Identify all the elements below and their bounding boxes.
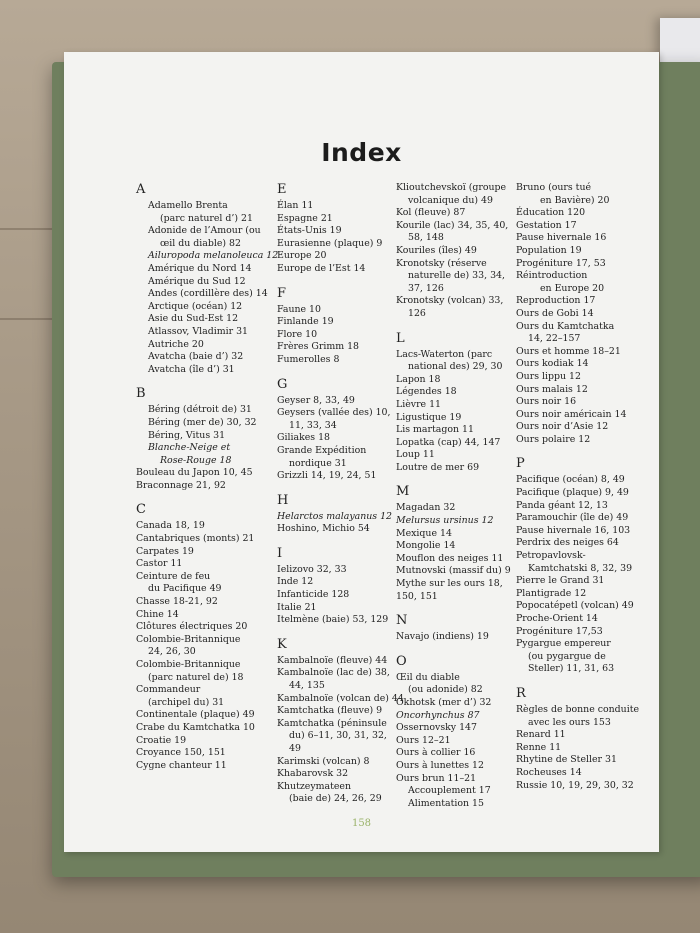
index-entry: 37, 126 [408, 282, 444, 294]
index-entry: Kambalnoïe (fleuve) 44 [277, 654, 388, 666]
index-entry: Pause hivernale 16, 103 [516, 524, 631, 536]
index-entry: Canada 18, 19 [136, 520, 205, 532]
index-entry: Kambalnoïe (lac de) 38, [277, 667, 390, 679]
section-letter: G [277, 376, 288, 392]
index-entry: Ours à collier 16 [396, 747, 476, 759]
index-entry: Navajo (indiens) 19 [396, 631, 489, 643]
index-entry: Andes (cordillère des) 14 [148, 288, 268, 300]
index-column-3 [396, 182, 511, 810]
section-letter: B [136, 386, 146, 402]
index-entry: Grande Expédition [277, 444, 367, 456]
index-entry: Infanticide 128 [277, 589, 350, 601]
index-entry: Clôtures électriques 20 [136, 621, 248, 633]
index-entry: Ours et homme 18–21 [516, 345, 621, 357]
index-entry: Kourile (lac) 34, 35, 40, [396, 219, 509, 231]
index-entry: Arctique (océan) 12 [148, 300, 243, 312]
index-entry: Lapon 18 [396, 373, 441, 385]
index-entry: Panda géant 12, 13 [516, 499, 608, 511]
index-entry: Europe 20 [277, 250, 327, 262]
index-entry: (archipel du) 31 [148, 696, 225, 708]
index-entry: Petropavlovsk- [516, 550, 586, 562]
index-entry: Chasse 18-21, 92 [136, 596, 218, 608]
index-entry: Hoshino, Michio 54 [277, 523, 370, 535]
index-entry: Mouflon des neiges 11 [396, 552, 504, 564]
index-entry: Mongolie 14 [396, 540, 456, 552]
index-entry: Espagne 21 [277, 212, 333, 224]
index-column-2 [277, 182, 404, 806]
index-entry: Oncorhynchus 87 [396, 709, 480, 721]
index-entry: Rocheuses 14 [516, 766, 582, 778]
index-entry: Ielizovo 32, 33 [277, 563, 347, 575]
index-entry: Blanche-Neige et [148, 442, 231, 454]
index-entry: Kamtchatski 8, 32, 39 [528, 562, 633, 574]
index-entry: Pacifique (océan) 8, 49 [516, 474, 625, 486]
index-entry: Magadan 32 [396, 502, 456, 514]
index-entry: Ailuropoda melanoleuca 12 [148, 250, 279, 262]
index-entry: volcanique du) 49 [408, 194, 493, 206]
index-entry: Amérique du Nord 14 [148, 262, 252, 274]
index-entry: Bruno (ours tué [516, 182, 592, 193]
index-entry: 44, 135 [289, 680, 325, 692]
index-entry: Ours noir 16 [516, 396, 577, 408]
index-entry: 11, 33, 34 [289, 419, 337, 431]
index-entry: Béring (mer de) 30, 32 [148, 416, 257, 428]
section-letter: F [277, 285, 287, 301]
index-entry: Kambalnoïe (volcan de) 44 [277, 692, 404, 704]
index-entry: Paramouchir (île de) 49 [516, 512, 629, 524]
index-page [64, 52, 659, 852]
index-column-4 [516, 182, 639, 792]
index-entry: Ours lippu 12 [516, 370, 581, 382]
section-letter: O [396, 653, 407, 669]
index-entry: Lopatka (cap) 44, 147 [396, 436, 501, 448]
index-entry: Ossernovsky 147 [396, 722, 477, 734]
index-entry: du Pacifique 49 [148, 583, 222, 595]
index-entry: Ligustique 19 [396, 411, 462, 423]
section-letter: L [396, 330, 405, 346]
index-entry: Croatie 19 [136, 734, 187, 746]
index-entry: Steller) 11, 31, 63 [528, 663, 615, 675]
index-entry: Inde 12 [277, 576, 314, 588]
index-entry: Khutzeymateen [277, 780, 352, 792]
index-entry: Cygne chanteur 11 [136, 759, 227, 771]
index-entry: Europe de l’Est 14 [277, 262, 366, 274]
index-entry: Mythe sur les ours 18, [396, 578, 503, 590]
index-entry: Karimski (volcan) 8 [277, 755, 370, 767]
index-entry: du) 6–11, 30, 31, 32, [289, 730, 387, 742]
index-entry: Proche-Orient 14 [516, 613, 598, 624]
index-entry: Kronotsky (réserve [396, 257, 487, 269]
index-entry: Asie du Sud-Est 12 [148, 313, 239, 325]
index-entry: Melursus ursinus 12 [396, 515, 494, 527]
index-entry: Fumerolles 8 [277, 353, 340, 365]
index-entry: Grizzli 14, 19, 24, 51 [277, 470, 377, 482]
index-entry: Helarctos malayanus 12 [277, 510, 392, 522]
index-entry: (parc naturel d’) 21 [160, 212, 253, 224]
index-entry: Russie 10, 19, 29, 30, 32 [516, 779, 634, 791]
index-entry: Bouleau du Japon 10, 45 [136, 467, 253, 479]
index-entry: Finlande 19 [277, 316, 334, 328]
index-entry: Renne 11 [516, 741, 562, 753]
index-entry: Kronotsky (volcan) 33, [396, 295, 504, 307]
index-entry: États-Unis 19 [277, 225, 342, 237]
index-entry: Italie 21 [277, 601, 317, 613]
index-entry: Béring, Vitus 31 [148, 429, 226, 441]
index-entry: Pacifique (plaque) 9, 49 [516, 487, 629, 499]
index-entry: Ours noir d’Asie 12 [516, 421, 609, 433]
index-entry: 150, 151 [396, 590, 438, 602]
index-entry: Béring (détroit de) 31 [148, 404, 252, 416]
index-entry: Okhotsk (mer d’) 32 [396, 697, 492, 708]
index-entry: Mutnovski (massif du) 9 [396, 565, 511, 577]
index-entry: avec les ours 153 [528, 716, 611, 728]
section-letter: K [277, 636, 287, 652]
index-entry: Adamello Brenta [148, 200, 228, 211]
section-letter: N [396, 613, 408, 629]
page-number: 158 [351, 818, 372, 829]
index-entry: Gestation 17 [516, 219, 577, 231]
index-entry: Klioutchevskoï (groupe [396, 182, 507, 193]
index-entry: Faune 10 [277, 303, 321, 315]
index-entry: Progéniture 17,53 [516, 625, 603, 637]
index-entry: Reproduction 17 [516, 295, 596, 307]
index-entry: Adonide de l’Amour (ou [148, 225, 261, 237]
index-entry: Chine 14 [136, 608, 179, 620]
index-entry: Perdrix des neiges 64 [516, 537, 619, 549]
index-entry: Ours à lunettes 12 [396, 759, 484, 771]
section-letter: I [277, 545, 283, 561]
index-entry: Castor 11 [136, 558, 183, 570]
index-entry: Geysers (vallée des) 10, [277, 407, 391, 419]
index-entry: Kamtchatka (péninsule [277, 717, 387, 729]
index-entry: Pierre le Grand 31 [516, 575, 605, 587]
index-entry: Rose-Rouge 18 [160, 454, 232, 466]
index-entry: 49 [289, 743, 301, 754]
section-letter: C [136, 502, 146, 518]
section-letter: P [516, 456, 525, 472]
index-entry: Kouriles (îles) 49 [396, 244, 477, 256]
index-entry: 58, 148 [408, 232, 444, 244]
index-entry: Loup 11 [396, 449, 435, 461]
index-entry: Ours 12–21 [396, 734, 451, 746]
section-letter: R [516, 685, 526, 701]
index-entry: Kamtchatka (fleuve) 9 [277, 705, 383, 717]
index-entry: Renard 11 [516, 729, 566, 741]
index-column-1 [136, 182, 278, 772]
index-entry: Accouplement 17 [408, 785, 491, 797]
index-entry: Ours polaire 12 [516, 433, 591, 445]
index-entry: Alimentation 15 [408, 797, 484, 809]
index-entry: œil du diable) 82 [160, 237, 241, 249]
index-entry: Rhytine de Steller 31 [516, 754, 617, 766]
index-entry: (ou adonide) 82 [408, 684, 483, 696]
index-entry: Continentale (plaque) 49 [136, 709, 255, 721]
index-entry: Élan 11 [277, 200, 314, 211]
index-entry: Plantigrade 12 [516, 587, 587, 599]
index-entry: Mexique 14 [396, 527, 452, 539]
index-entry: Éducation 120 [516, 207, 586, 219]
index-entry: (parc naturel de) 18 [148, 671, 244, 683]
index-entry: Ours de Gobi 14 [516, 307, 594, 319]
index-entry: Ours brun 11–21 [396, 772, 477, 784]
index-entry: Avatcha (baie d’) 32 [148, 351, 244, 363]
index-entry: Ours kodiak 14 [516, 358, 589, 370]
index-entry: Ours noir américain 14 [516, 408, 627, 420]
index-entry: Lis martagon 11 [396, 424, 474, 436]
index-entry: Eurasienne (plaque) 9 [277, 237, 383, 249]
index-entry: Lacs-Waterton (parc [396, 348, 493, 360]
index-entry: Amérique du Sud 12 [148, 275, 246, 287]
page-title: Index [321, 138, 402, 167]
index-entry: Popocatépetl (volcan) 49 [516, 600, 634, 612]
index-entry: naturelle de) 33, 34, [408, 270, 505, 282]
index-entry: Pygargue empereur [516, 638, 611, 650]
index-entry: nordique 31 [289, 457, 347, 469]
index-entry: Khabarovsk 32 [277, 768, 349, 780]
index-entry: Légendes 18 [396, 386, 457, 398]
index-entry: Œil du diable [396, 671, 460, 683]
index-entry: (baie de) 24, 26, 29 [289, 793, 382, 805]
index-entry: Colombie-Britannique [136, 633, 241, 645]
index-entry: Progéniture 17, 53 [516, 257, 606, 269]
index-entry: Giliakes 18 [277, 432, 331, 444]
index-entry: Geyser 8, 33, 49 [277, 394, 355, 406]
index-entry: Commandeur [136, 684, 201, 696]
index-entry: 126 [408, 307, 426, 319]
index-entry: Itelmène (baie) 53, 129 [277, 614, 389, 626]
index-entry: Colombie-Britannique [136, 659, 241, 670]
index-entry: Lièvre 11 [396, 398, 442, 410]
index-entry: Ceinture de feu [136, 570, 211, 582]
index-entry: Kol (fleuve) 87 [396, 207, 466, 219]
index-entry: national des) 29, 30 [408, 361, 503, 373]
index-entry: Flore 10 [277, 328, 318, 340]
index-entry: Autriche 20 [148, 338, 204, 350]
index-entry: Règles de bonne conduite [516, 703, 640, 715]
index-entry: Réintroduction [516, 270, 588, 282]
index-entry: en Bavière) 20 [540, 194, 610, 206]
index-entry: en Europe 20 [540, 282, 605, 294]
index-entry: (ou pygargue de [528, 650, 606, 662]
index-entry: Croyance 150, 151 [136, 747, 226, 759]
index-entry: Pause hivernale 16 [516, 232, 607, 244]
section-letter: A [136, 182, 146, 197]
index-entry: Frères Grimm 18 [277, 341, 360, 353]
index-entry: Crabe du Kamtchatka 10 [136, 721, 255, 733]
index-entry: Braconnage 21, 92 [136, 479, 226, 491]
section-letter: M [396, 484, 410, 500]
section-letter: E [277, 182, 287, 197]
index-entry: Cantabriques (monts) 21 [136, 533, 255, 545]
index-entry: Loutre de mer 69 [396, 461, 480, 473]
index-entry: 24, 26, 30 [148, 646, 196, 658]
section-letter: H [277, 492, 289, 508]
index-entry: 14, 22–157 [528, 333, 581, 345]
index-entry: Ours du Kamtchatka [516, 320, 615, 332]
index-entry: Avatcha (île d’) 31 [148, 363, 235, 375]
index-entry: Population 19 [516, 244, 582, 256]
index-entry: Carpates 19 [136, 545, 194, 557]
index-entry: Ours malais 12 [516, 383, 588, 395]
index-entry: Atlassov, Vladimir 31 [148, 325, 249, 337]
